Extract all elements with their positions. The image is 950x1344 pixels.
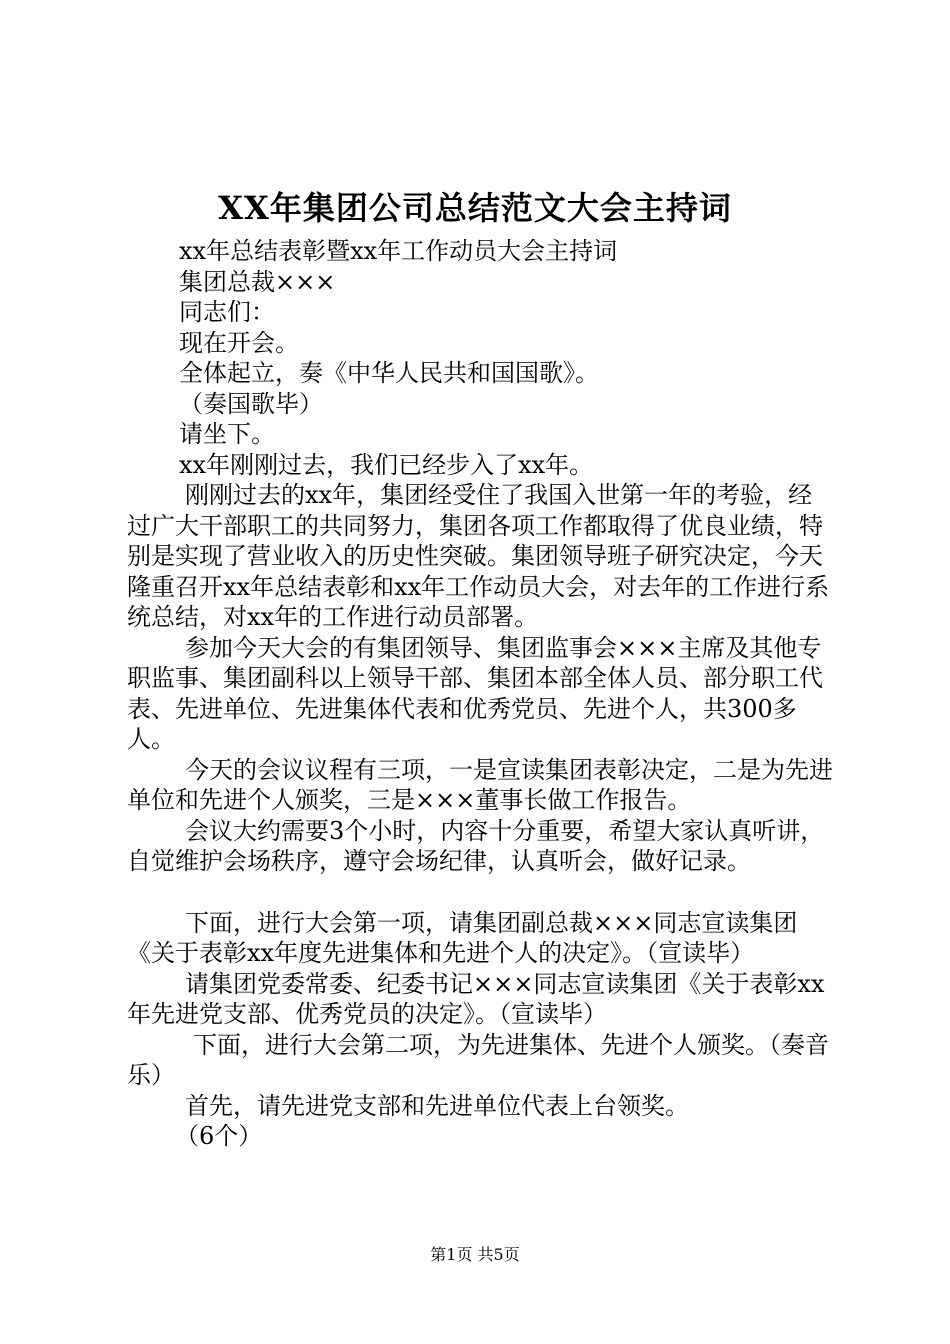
paragraph: （奏国歌毕） xyxy=(179,389,323,418)
paragraph: 首先，请先进党支部和先进单位代表上台领奖。 xyxy=(185,1091,689,1120)
paragraph: 全体起立，奏《中华人民共和国国歌》。 xyxy=(179,359,599,387)
paragraph: xx年刚刚过去，我们已经步入了xx年。 xyxy=(179,450,594,479)
paragraph: 刚刚过去的xx年，集团经受住了我国入世第一年的考验，经过广大干部职工的共同努力，集团各项工作都取得了优良业绩，特别是实现了营业收入的历史性突破。集团领导班子研究决定，今天隆重召开xx年总结表彰和xx年工作动员大会，对去年的工作进行系统总结，对xx年的工作进行动员部署。 xyxy=(127,481,830,631)
paragraph: 参加今天大会的有集团领导、集团监事会×××主席及其他专职监事、集团副科以上领导干部、集团本部全体人员、部分职工代表、先进单位、先进集体代表和优秀党员、先进个人，共300多人。 xyxy=(127,633,823,753)
page-footer: 第1页 共5页 xyxy=(430,1245,520,1264)
paragraph: 请坐下。 xyxy=(179,420,275,448)
paragraph: 下面，进行大会第二项，为先进集体、先进个人颁奖。（奏音乐） xyxy=(127,1030,829,1089)
paragraph-greeting: 同志们： xyxy=(179,298,275,326)
blank-line xyxy=(127,877,835,908)
paragraph: 会议大约需要3个小时，内容十分重要，希望大家认真听讲，自觉维护会场秩序，遵守会场纪律，认真听会，做好记录。 xyxy=(127,816,825,875)
paragraph: 下面，进行大会第一项，请集团副总裁×××同志宣读集团《关于表彰xx年度先进集体和先进个人的决定》。（宣读毕） xyxy=(127,908,798,967)
paragraph-subtitle: xx年总结表彰暨xx年工作动员大会主持词 xyxy=(179,237,618,265)
paragraph: 请集团党委常委、纪委书记×××同志宣读集团《关于表彰xx年先进党支部、优秀党员的决定》。（宣读毕） xyxy=(127,969,825,1028)
document-title: XX年集团公司总结范文大会主持词 xyxy=(218,189,732,227)
document-body xyxy=(127,236,835,1152)
paragraph: 今天的会议议程有三项，一是宣读集团表彰决定，二是为先进单位和先进个人颁奖，三是×××董事长做工作报告。 xyxy=(127,755,833,814)
paragraph-speaker: 集团总裁××× xyxy=(179,267,336,296)
paragraph: 现在开会。 xyxy=(179,328,299,357)
paragraph: （6个） xyxy=(175,1122,263,1150)
